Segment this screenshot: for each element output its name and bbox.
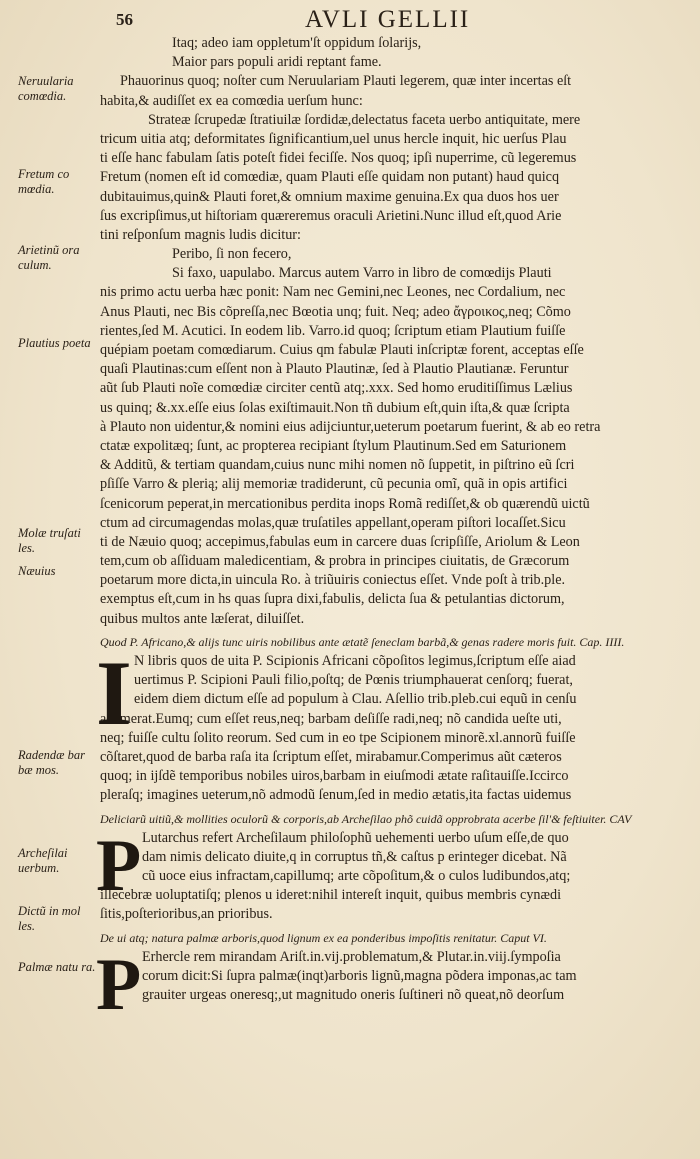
- text-line: uertimus P. Scipioni Pauli filio,poſtq; de Pœnis triumphauerat cenſorq; fuerat,: [134, 672, 573, 689]
- text-line: ſitis,poſterioribus,an prioribus.: [100, 906, 273, 923]
- margin-note-arietinum: Arietinũ ora culum.: [18, 243, 80, 272]
- margin-note-dictum: Dictũ in mol les.: [18, 904, 81, 933]
- text-line: exemptus eſt,cum in hs quas ſupra dixi,fabulis, delicta ſua & petulantias dictorum,: [100, 591, 565, 608]
- dropcap-p: P: [96, 824, 142, 907]
- text-line: quoq; in ijſdẽ temporibus nobiles uiros,barbam in eiuſmodi ætate raſitauiſſe.Iccirco: [100, 768, 569, 785]
- text-line: cõſtaret,quod de barba raſa ita ſcriptum eſſet, mirabamur.Comperimus aũt cæteros: [100, 748, 562, 765]
- margin-note-plautius: Plautius poeta: [18, 336, 91, 350]
- text-line: aũt ſub Plauti noĩe comœdiæ circiter centũ atq;.xxx. Sed homo eruditiſſimus Lælius: [100, 380, 573, 397]
- section-4: [96, 642, 665, 806]
- text-line: Si faxo, uapulabo. Marcus autem Varro in libro de comœdijs Plauti: [172, 265, 552, 282]
- text-line: & Additũ, & tertiam quandam,cuius nunc mihi nomen nõ ſuppetit, in piſtrino eũ ſcri: [100, 457, 575, 474]
- page-number: 56: [116, 10, 133, 29]
- text-line: ſus excripſimus,ut hiſtoriam quæreremus oraculi Arietini.Nunc illud eſt,quod Arie: [100, 207, 562, 224]
- text-line: ti de Næuio quoq; accepimus,fabulas eum in carcere duas ſcripſiſſe, Ariolum & Leon: [100, 533, 580, 550]
- text-line: Peribo, ſi non fecero,: [172, 246, 292, 263]
- text-line: pleraſq; imagines ueterum,nõ admodũ ſenum,ſed in medio ætatis,ita factas uidemus: [100, 787, 572, 804]
- text-line: ctatæ expolitæq; ſunt, ac propterea recipiant ſtylum Plautinum.Sed em Saturionem: [100, 437, 567, 454]
- main-text: [96, 34, 665, 1026]
- text-line: tem,cum ob aſſiduam maledicentiam, & probra in principes ciuitatis, de Græcorum: [100, 553, 570, 570]
- chapter-caption-5: Deliciarũ uitiũ,& mollities oculorũ & corporis,ab Archeſilao phõ cuidã opprobrata acerbe ſil'& feſtiuiter. CAV: [100, 811, 632, 826]
- text-line: quépiam poetam comœdiarum. Cuius qm fabulæ Plauti inſcriptæ forent, acceptas eſſe: [100, 342, 584, 358]
- dropcap-p: P: [96, 943, 142, 1026]
- text-line: eidem diem dictum eſſe ad populum à Clau. Aſellio trib.pleb.cui equũ in cenſu: [134, 691, 577, 708]
- text-line: Fretum (nomen eſt id comœdiæ, quam Plauti eſſe quidam non putant) haud quicq: [100, 169, 560, 186]
- margin-note-archesilai: Archeſilai uerbum.: [18, 846, 68, 875]
- text-line: dubitauimus,quin& Plauti foret,& omnium maxime genuina.Ex qua duos hos uer: [100, 188, 559, 205]
- text-line: dam nimis delicato diuite,q in corruptus tñ,& caſtus p erinteger dicebat. Nã: [142, 848, 567, 865]
- text-line: Erhercle rem mirandam Ariſt.in.vij.problematum,& Plutar.in.viij.ſympoſia: [142, 948, 561, 965]
- section-5: [96, 824, 665, 925]
- text-line: ti eſſe hanc fabulam ſatis poteſt fidei feciſſe. Nos quoq; ipſi nuperrime, cũ legeremus: [100, 150, 577, 167]
- text-line: poetarum more dicta,in uincula Ro. à triũuiris coniectus eſſet. Vnde poſt à trib.ple.: [100, 572, 566, 589]
- text-line: neq; fuiſſe cultu ſolito reorum. Sed cum in eo tpe Scipionem minorẽ.xl.annorũ fuiſſe: [100, 729, 576, 746]
- page-header: [0, 4, 700, 34]
- chapter-caption-4: Quod P. Africano,& alijs tunc uiris nobilibus ante ætatẽ ſeneclam barbã,& genas radere moris fuit. Cap. IIII.: [100, 634, 625, 649]
- text-line: cũ uoce eius infractam,capillumq; arte cõpoſitum,& o culos ludibundos,atq;: [142, 868, 571, 885]
- text-line: illecebræ uoluptatiſq; plenos u ideret:nihil intereſt inquit, quibus membris cynædi: [100, 887, 562, 904]
- text-line: ctum ad circumagendas molas,quæ truſatiles appellant,operam piſtori locaſſet.Sicu: [100, 514, 566, 531]
- section-6: [96, 943, 665, 1026]
- margin-note-molae: Molæ truſati les.: [18, 526, 81, 555]
- margin-note-fretum: Fretum co mœdia.: [18, 167, 70, 196]
- text-line: ſcenicorum peperat,in mercationibus perdita inops Romã rediſſet,& ob quærendũ uictũ: [100, 495, 590, 512]
- text-line: à Plauto non uidentur,& nomini eius adijciuntur,ueterum poetarum fuerint, & ab eo retra: [100, 418, 601, 435]
- text-line: us quinq; &.xx.eſſe eius ſolas exiſtimauit.Non tñ dubium eſt,quin iſta,& quæ ſcripta: [100, 399, 570, 416]
- text-line: pſiſſe Varro & plerią; alij memoriæ tradiderunt, cũ pecunia omĩ, quã in opis artifici: [100, 476, 568, 493]
- text-line: quibus multos ante læſerat, diluiſſet.: [100, 610, 305, 627]
- text-line: Strateæ ſcrupedæ ſtratiuilæ ſordidæ,delectatus faceta uerbo antiquitate, mere: [148, 111, 581, 128]
- text-line: grauiter urgeas oneresq;,ut magnitudo oneris ſuſtineri nõ queat,nõ deorſum: [142, 987, 565, 1004]
- margin-note-naeuius: Næuius: [18, 564, 56, 578]
- margin-note-palmae: Palmæ natu ra.: [18, 960, 96, 974]
- text-line: nis primo actu uerba hæc ponit: Nam nec Gemini,nec Leones, nec Cordalium, nec: [100, 284, 566, 301]
- text-line: tini reſponſum magnis ludis dicitur:: [100, 226, 301, 243]
- chapter-caption-6: De ui atq; natura palmæ arboris,quod lignum ex ea ponderibus impoſitis renitatur. Caput VI.: [100, 930, 547, 945]
- text-line: Phauorinus quoq; noſter cum Neruulariam Plauti legerem, quæ inter incertas eſt: [120, 73, 572, 90]
- text-line: Anus Plauti, nec Bis cõpreſſa,nec Bœotia unq; fuit. Neq; adeo ἄγροικος,neq; Cõmo: [100, 303, 571, 320]
- text-line: rientes,ſed M. Acutici. In eodem lib. Varro.id quoq; ſcriptum etiam Plautium fuiſſe: [100, 322, 566, 339]
- dropcap-i: I: [96, 642, 132, 744]
- text-line: Itaq; adeo iam oppletum'ſt oppidum ſolarijs,: [172, 35, 422, 51]
- running-head: AVLI GELLII: [305, 6, 471, 33]
- text-line: quaſi Plautinas:cum eſſent non à Plauto Plautinæ, ſed à Plautio Plautianæ. Feruntur: [100, 361, 569, 378]
- text-line: ademerat.Eumq; cum eſſet reus,neq; barbam deſiſſe radi,neq; nõ candida ueſte uti,: [100, 710, 562, 727]
- margin-note-radendae: Radendæ bar bæ mos.: [18, 748, 86, 777]
- text-line: tricum uitia atq; deformitates ſignificantium,uel unus hercle inquit, hic uerſus Plau: [100, 130, 567, 147]
- text-line: corum dicit:Si ſupra palmæ(inqt)arboris lignũ,magna põdera imponas,ac tam: [142, 968, 577, 984]
- text-line: habita,& audiſſet ex ea comœdia uerſum hunc:: [100, 92, 363, 109]
- text-line: Maior pars populi aridi reptant fame.: [172, 54, 382, 71]
- text-line: Lutarchus refert Archeſilaum philoſophũ uehementi uerbo uſum eſſe,de quo: [142, 829, 569, 846]
- text-line: N libris quos de uita P. Scipionis Africani cõpoſitos legimus,ſcriptum eſſe aiad: [134, 653, 576, 669]
- margin-note-neruularia: Neruularia comœdia.: [18, 74, 74, 103]
